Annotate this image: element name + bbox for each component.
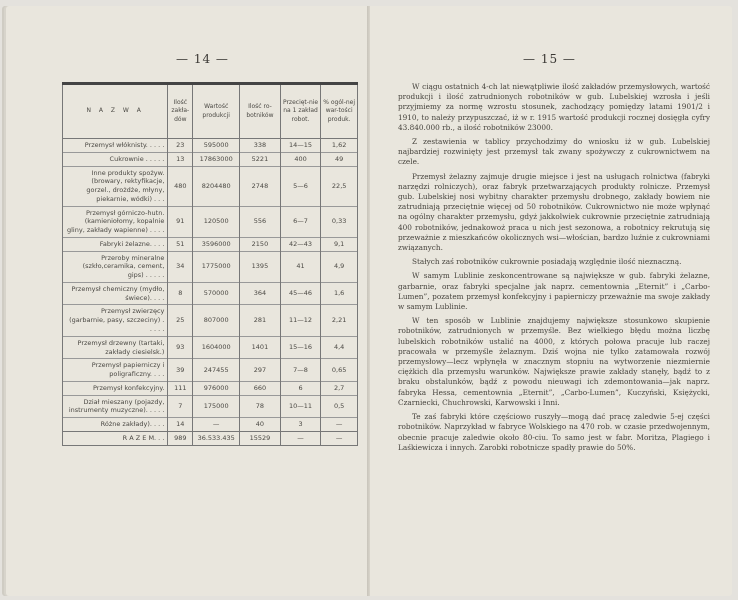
cell-przecietnie: 42—43: [280, 237, 321, 251]
cell-przecietnie: 45—46: [280, 282, 321, 305]
header-przecietnie: Przecięt-nie na 1 zakład robot.: [280, 84, 321, 139]
cell-wartosc: 595000: [193, 139, 240, 153]
cell-zaklady: 34: [168, 251, 193, 282]
cell-przecietnie: 7—8: [280, 359, 321, 382]
industry-name: Różne zakłady). . . .: [63, 418, 168, 432]
cell-zaklady: 39: [168, 359, 193, 382]
cell-procent: 0,5: [321, 395, 358, 418]
table-row: [63, 359, 358, 382]
right-page-number: — 15 —: [523, 52, 576, 66]
industry-statistics-table: [62, 82, 358, 446]
industry-name: Fabryki żelazne. . . .: [63, 237, 168, 251]
cell-robotnicy: 40: [240, 418, 281, 432]
body-text: [398, 82, 710, 457]
cell-wartosc: 120500: [193, 206, 240, 237]
cell-procent: —: [321, 418, 358, 432]
cell-zaklady: 25: [168, 305, 193, 336]
cell-procent: 4,4: [321, 336, 358, 359]
cell-zaklady: 14: [168, 418, 193, 432]
paragraph: W ten sposób w Lublinie znajdujemy największe stosunkowo skupienie robotników, zatrudnionych w przemyśle. Bez wielkiego błędu można liczbę lubelskich robotników ustalić na 4000, z których połowa pracuje lub raczej pracowała w przemyśle żelaznym. Dziś wojna nie tylko zatamowała rozwój przemysłowy—lecz wpłynęła w znacznym stopniu na wytworzenie niezmiernie ciężkich dla przemysłu warunków. Największe prawie zakłady stanęły, bądź to z braku obstalunków, bądź z powodu nieuwagi ich zdemontowania—jak naprz. fabryka Hessa, cementownia „Eternit”, „Carbo-Lumen”, Kuczyński, Księżycki, Czarniecki, Chuchrowski, Karwowski i Inni.: [398, 316, 710, 407]
cell-zaklady: 93: [168, 336, 193, 359]
cell-robotnicy: 2150: [240, 237, 281, 251]
cell-procent: 1,62: [321, 139, 358, 153]
cell-robotnicy: 1401: [240, 336, 281, 359]
cell-procent: 22,5: [321, 166, 358, 206]
cell-robotnicy: 78: [240, 395, 281, 418]
cell-przecietnie: 6—7: [280, 206, 321, 237]
cell-procent: —: [321, 431, 358, 445]
industry-name: Inne produkty spożyw. (browary, rektyfikacje, gorzel., drożdże, młyny, piekarnie, wódki) . . .: [63, 166, 168, 206]
industry-name: Przemysł drzewny (tartaki, zakłady ciesielsk.): [63, 336, 168, 359]
cell-zaklady: 7: [168, 395, 193, 418]
industry-name: Przemysł papierniczy i poligraficzny. . . .: [63, 359, 168, 382]
header-wartosc: Wartość produkcji: [193, 84, 240, 139]
cell-zaklady: 13: [168, 152, 193, 166]
table-row: [63, 418, 358, 432]
industry-name: Przemysł zwierzęcy (garbarnie, pasy, szczeciny) . . . . .: [63, 305, 168, 336]
cell-robotnicy: 556: [240, 206, 281, 237]
cell-zaklady: 8: [168, 282, 193, 305]
cell-robotnicy: 5221: [240, 152, 281, 166]
cell-wartosc: 247455: [193, 359, 240, 382]
industry-name: R A Z E M. . .: [63, 431, 168, 445]
cell-przecietnie: 400: [280, 152, 321, 166]
table-row: [63, 395, 358, 418]
paragraph: Przemysł żelazny zajmuje drugie miejsce i jest na usługach rolnictwa (fabryki narzędzi rolniczych), oraz fabryk przetwarzających produkty rolnicze. Przemysł gub. Lubelskiej nosi wybitny charakter przemysłu drobnego, zakłady bowiem nie zatrudniają przeciętnie więcej od 50 robotników. Cukrownictwo nie może wpłynąć na ogólny charakter przemysłu, gdyż jakkolwiek cukrownie przeciętnie zatrudniają 400 robotników, jednakowoż praca u nich jest sezonowa, a robotnicy rekrutują się przeważnie z mieszkańców okolicznych wsi—włościan, bardzo luźnie z cukrowniami związanych.: [398, 171, 710, 253]
cell-zaklady: 23: [168, 139, 193, 153]
cell-przecietnie: —: [280, 431, 321, 445]
cell-procent: 1,6: [321, 282, 358, 305]
paragraph: Z zestawienia w tablicy przychodzimy do wniosku iż w gub. Lubelskiej najbardziej rozwinięty jest przemysł tak zwany spożywczy z cukrownictwem na czele.: [398, 137, 710, 167]
cell-przecietnie: 41: [280, 251, 321, 282]
table-row: [63, 166, 358, 206]
right-page: [370, 6, 732, 596]
cell-robotnicy: 338: [240, 139, 281, 153]
paragraph: W samym Lublinie zeskoncentrowane są największe w gub. fabryki żelazne, garbarnie, oraz fabryki specjalne jak naprz. cementownia „Eternit” i „Carbo-Lumen”, pozatem przemysł konfekcyjny i papierniczy przeważnie ma swoje zakłady w samym Lublinie.: [398, 271, 710, 312]
left-page-number: — 14 —: [176, 52, 229, 66]
industry-name: Przemysł włóknisty. . . . .: [63, 139, 168, 153]
cell-przecietnie: 3: [280, 418, 321, 432]
table-row: [63, 282, 358, 305]
cell-wartosc: 17863000: [193, 152, 240, 166]
industry-name: Dział mieszany (pojazdy, instrumenty muzyczne). . . . .: [63, 395, 168, 418]
cell-procent: 49: [321, 152, 358, 166]
table-header-row: [63, 84, 358, 139]
cell-procent: 9,1: [321, 237, 358, 251]
cell-robotnicy: 364: [240, 282, 281, 305]
cell-zaklady: 480: [168, 166, 193, 206]
cell-wartosc: 807000: [193, 305, 240, 336]
cell-przecietnie: 5—6: [280, 166, 321, 206]
header-nazwa: N A Z W A: [63, 84, 168, 139]
cell-procent: 0,65: [321, 359, 358, 382]
industry-name: Przemysł chemiczny (mydło, świece). . . .: [63, 282, 168, 305]
cell-wartosc: 8204480: [193, 166, 240, 206]
cell-przecietnie: 10—11: [280, 395, 321, 418]
cell-zaklady: 989: [168, 431, 193, 445]
industry-name: Cukrownie . . . . .: [63, 152, 168, 166]
cell-procent: 2,7: [321, 381, 358, 395]
cell-robotnicy: 660: [240, 381, 281, 395]
cell-zaklady: 51: [168, 237, 193, 251]
cell-procent: 2,21: [321, 305, 358, 336]
cell-procent: 0,33: [321, 206, 358, 237]
header-procent: % ogól-nej war-tości produk.: [321, 84, 358, 139]
header-robotnicy: Ilość ro-botników: [240, 84, 281, 139]
cell-robotnicy: 297: [240, 359, 281, 382]
cell-wartosc: 570000: [193, 282, 240, 305]
cell-zaklady: 91: [168, 206, 193, 237]
cell-zaklady: 111: [168, 381, 193, 395]
cell-wartosc: —: [193, 418, 240, 432]
table-row: [63, 139, 358, 153]
table-row: [63, 305, 358, 336]
paragraph: W ciągu ostatnich 4-ch lat niewątpliwie ilość zakładów przemysłowych, wartość produkcji i ilość zatrudnionych robotników w gub. Lubelskiej wzrosła i jeśli przyjmiemy za normę wzrostu stosunek, zachodzący pomiędzy latami 1901/2 i 1910, to należy przypuszczać, iż w r. 1915 wartość produkcji rocznej dosięgła cyfry 43.840.000 rb., a ilość robotników 23000.: [398, 82, 710, 132]
paragraph: Stałych zaś robotników cukrownie posiadają względnie ilość nieznaczną.: [412, 257, 682, 267]
header-zaklady: Ilość zakła-dów: [168, 84, 193, 139]
cell-przecietnie: 6: [280, 381, 321, 395]
cell-wartosc: 175000: [193, 395, 240, 418]
cell-wartosc: 36.533.435: [193, 431, 240, 445]
cell-procent: 4,9: [321, 251, 358, 282]
cell-przecietnie: 14—15: [280, 139, 321, 153]
cell-robotnicy: 281: [240, 305, 281, 336]
industry-name: Przemysł konfekcyjny.: [63, 381, 168, 395]
cell-robotnicy: 2748: [240, 166, 281, 206]
cell-wartosc: 1604000: [193, 336, 240, 359]
cell-wartosc: 1775000: [193, 251, 240, 282]
cell-wartosc: 3596000: [193, 237, 240, 251]
cell-robotnicy: 15529: [240, 431, 281, 445]
industry-name: Przeroby mineralne (szkło,ceramika, cement, gips) . . . . .: [63, 251, 168, 282]
industry-name: Przemysł górniczo-hutn. (kamieniołomy, kopalnie gliny, zakłady wapienne) . . . .: [63, 206, 168, 237]
cell-wartosc: 976000: [193, 381, 240, 395]
table-row: [63, 336, 358, 359]
cell-przecietnie: 11—12: [280, 305, 321, 336]
table-row: [63, 237, 358, 251]
table-row: [63, 206, 358, 237]
left-page: [6, 6, 368, 596]
table-total-row: [63, 431, 358, 445]
cell-przecietnie: 15—16: [280, 336, 321, 359]
table-row: [63, 251, 358, 282]
table-row: [63, 381, 358, 395]
table-row: [63, 152, 358, 166]
cell-robotnicy: 1395: [240, 251, 281, 282]
paragraph: Te zaś fabryki które częściowo ruszyły—mogą dać pracę zaledwie 5-ej części robotników. Naprzykład w fabryce Wolskiego na 470 rob. w czasie przedwojennym, obecnie pracuje zaledwie około 80-ciu. To samo jest w fabr. Moritza, Plagiego i Laśkiewicza i innych. Zarobki robotnicze spadły prawie do 50%.: [398, 412, 710, 452]
